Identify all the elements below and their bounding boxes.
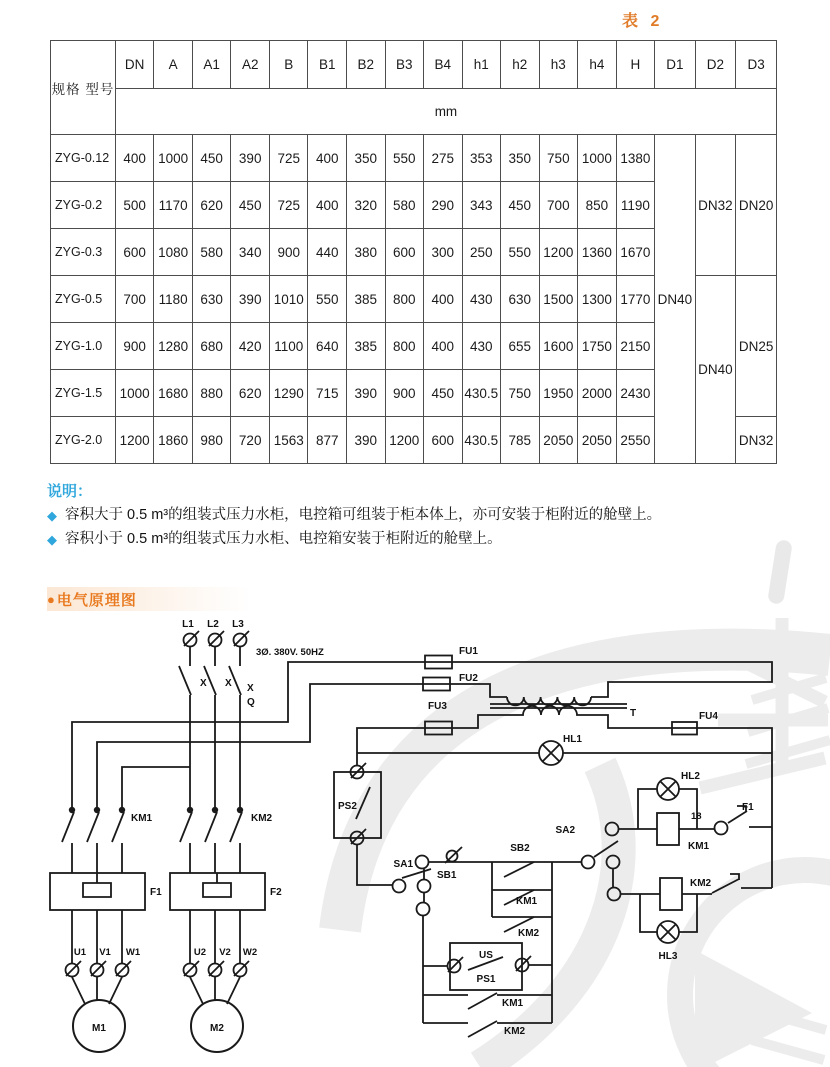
- table-cell: 1380: [616, 135, 655, 182]
- table-cell: 350: [501, 135, 540, 182]
- table-cell: 2550: [616, 417, 655, 464]
- table-cell: 620: [192, 182, 231, 229]
- table-cell: 900: [385, 370, 424, 417]
- table-cell: 2430: [616, 370, 655, 417]
- table-cell: 655: [501, 323, 540, 370]
- label-u2: U2: [193, 947, 207, 958]
- note-text: 容积大于 0.5 m³的组装式压力水柜，电控箱可组装于柜本体上，亦可安装于柜附近的舱壁上。: [65, 507, 662, 523]
- label-us: US: [479, 950, 493, 961]
- motor-m1: [66, 961, 132, 1052]
- electrical-schematic: [0, 600, 830, 1067]
- label-l2: L2: [207, 619, 219, 630]
- label-x2: X: [225, 678, 232, 689]
- table-cell: 1280: [154, 323, 193, 370]
- pipe-size-cell-d1: DN40: [655, 135, 696, 464]
- label-km2-ladder: KM2: [518, 928, 540, 939]
- model-cell: ZYG-0.5: [51, 276, 116, 323]
- table-cell: 600: [424, 417, 463, 464]
- label-f1: F1: [150, 887, 162, 898]
- label-m1: M1: [92, 1023, 106, 1034]
- table-cell: 715: [308, 370, 347, 417]
- diagram-heading-text: 电气原理图: [56, 591, 137, 609]
- table-cell: 1950: [539, 370, 578, 417]
- table-cell: 1000: [578, 135, 617, 182]
- table-cell: 1010: [269, 276, 308, 323]
- table-cell: 1500: [539, 276, 578, 323]
- table-cell: 390: [231, 276, 270, 323]
- table-cell: 880: [192, 370, 231, 417]
- table-cell: 390: [346, 370, 385, 417]
- label-sa1: SA1: [393, 859, 413, 870]
- row-header-label: 规格 型号: [51, 41, 116, 135]
- table-cell: 980: [192, 417, 231, 464]
- motor-m2: [184, 961, 250, 1052]
- spec-table: [50, 40, 777, 464]
- table-cell: 1200: [385, 417, 424, 464]
- diamond-bullet-icon: ◆: [47, 508, 57, 523]
- table-cell: 1300: [578, 276, 617, 323]
- table-cell: 1290: [269, 370, 308, 417]
- model-cell: ZYG-2.0: [51, 417, 116, 464]
- table-cell: 420: [231, 323, 270, 370]
- table-cell: 550: [501, 229, 540, 276]
- column-header: h3: [539, 41, 578, 89]
- model-cell: ZYG-1.0: [51, 323, 116, 370]
- label-transformer: T: [630, 708, 637, 719]
- table-cell: 440: [308, 229, 347, 276]
- label-x3: X: [247, 683, 254, 694]
- table-cell: 390: [346, 417, 385, 464]
- pipe-size-cell-d3: DN32: [736, 417, 777, 464]
- label-m2: M2: [210, 1023, 224, 1034]
- table-cell: 900: [269, 229, 308, 276]
- model-cell: ZYG-0.12: [51, 135, 116, 182]
- label-km2-coil: KM2: [690, 878, 712, 889]
- table-cell: 385: [346, 323, 385, 370]
- table-cell: 580: [192, 229, 231, 276]
- column-header: h4: [578, 41, 617, 89]
- label-fu3: FU3: [428, 701, 447, 712]
- column-header: B3: [385, 41, 424, 89]
- label-km1-main: KM1: [131, 813, 153, 824]
- table-cell: 600: [385, 229, 424, 276]
- table-cell: 630: [192, 276, 231, 323]
- column-header: D3: [736, 41, 777, 89]
- pipe-size-cell-d2: DN40: [695, 276, 736, 464]
- table-cell: 700: [539, 182, 578, 229]
- table-cell: 430: [462, 276, 501, 323]
- notes-section: [47, 480, 787, 553]
- table-cell: 1100: [269, 323, 308, 370]
- table-cell: 1600: [539, 323, 578, 370]
- table-cell: 500: [115, 182, 154, 229]
- table-cell: 2050: [578, 417, 617, 464]
- table-cell: 380: [346, 229, 385, 276]
- table-cell: 750: [539, 135, 578, 182]
- table-cell: 640: [308, 323, 347, 370]
- table-cell: 850: [578, 182, 617, 229]
- label-km2-seal: KM2: [504, 1026, 526, 1037]
- table-cell: 2000: [578, 370, 617, 417]
- table-cell: 2150: [616, 323, 655, 370]
- table-cell: 1770: [616, 276, 655, 323]
- table-cell: 1563: [269, 417, 308, 464]
- table-cell: 1180: [154, 276, 193, 323]
- unit-row: [51, 89, 777, 135]
- note-item: [47, 529, 787, 551]
- km2-main-contacts: [180, 807, 243, 873]
- diamond-bullet-icon: ◆: [47, 531, 57, 547]
- column-header: H: [616, 41, 655, 89]
- table-cell: 300: [424, 229, 463, 276]
- table-cell: 1680: [154, 370, 193, 417]
- label-hl1: HL1: [563, 734, 582, 745]
- label-u1: U1: [73, 947, 87, 958]
- label-hl2: HL2: [681, 771, 700, 782]
- table-cell: 1170: [154, 182, 193, 229]
- table-cell: 1750: [578, 323, 617, 370]
- table-cell: 400: [424, 323, 463, 370]
- table-cell: 340: [231, 229, 270, 276]
- column-header: A: [154, 41, 193, 89]
- power-input-terminals: [184, 631, 250, 666]
- table-cell: 725: [269, 182, 308, 229]
- table-cell: 290: [424, 182, 463, 229]
- table-cell: 1000: [115, 370, 154, 417]
- column-header: h2: [501, 41, 540, 89]
- table-cell: 1860: [154, 417, 193, 464]
- table-cell: 750: [501, 370, 540, 417]
- table-cell: 785: [501, 417, 540, 464]
- label-km1-ladder: KM1: [516, 896, 538, 907]
- table-cell: 720: [231, 417, 270, 464]
- notes-heading: 说明：: [47, 483, 93, 500]
- table-cell: 400: [115, 135, 154, 182]
- table-cell: 450: [501, 182, 540, 229]
- table-cell: 343: [462, 182, 501, 229]
- table-cell: 700: [115, 276, 154, 323]
- label-sb2: SB2: [510, 843, 530, 854]
- table-cell: 400: [308, 182, 347, 229]
- table-cell: 400: [308, 135, 347, 182]
- table-cell: 450: [192, 135, 231, 182]
- table-cell: 680: [192, 323, 231, 370]
- pipe-size-cell-d3: DN20: [736, 135, 777, 276]
- model-cell: ZYG-0.2: [51, 182, 116, 229]
- column-header: A1: [192, 41, 231, 89]
- label-power-spec: 3Ø. 380V. 50HZ: [256, 647, 324, 658]
- table-cell: 1000: [154, 135, 193, 182]
- table-cell: 2050: [539, 417, 578, 464]
- model-cell: ZYG-1.5: [51, 370, 116, 417]
- table-cell: 450: [231, 182, 270, 229]
- table-cell: 620: [231, 370, 270, 417]
- column-header: B4: [424, 41, 463, 89]
- column-header: B: [269, 41, 308, 89]
- column-header: B2: [346, 41, 385, 89]
- column-header: B1: [308, 41, 347, 89]
- label-v2: V2: [219, 947, 231, 958]
- table-cell: 550: [385, 135, 424, 182]
- label-w2: W2: [242, 947, 258, 958]
- label-sb1: SB1: [437, 870, 457, 881]
- label-fu4: FU4: [699, 711, 718, 722]
- label-hl3: HL3: [658, 951, 678, 962]
- label-ps2: PS2: [338, 801, 357, 812]
- table-cell: 550: [308, 276, 347, 323]
- table-cell: 450: [424, 370, 463, 417]
- label-ps1: PS1: [476, 974, 496, 985]
- label-km2-main: KM2: [251, 813, 273, 824]
- main-switch-q: [179, 666, 241, 810]
- table-cell: 1360: [578, 229, 617, 276]
- table-cell: 630: [501, 276, 540, 323]
- column-header: h1: [462, 41, 501, 89]
- label-l3: L3: [232, 619, 244, 630]
- table-cell: 320: [346, 182, 385, 229]
- circle-bullet-icon: ●: [47, 591, 55, 607]
- table-cell: 900: [115, 323, 154, 370]
- column-header: A2: [231, 41, 270, 89]
- model-cell: ZYG-0.3: [51, 229, 116, 276]
- label-v1: V1: [99, 947, 111, 958]
- label-f1-contact: F1: [742, 802, 754, 813]
- watermark-graphics: [340, 618, 830, 1067]
- table-cell: 400: [424, 276, 463, 323]
- table-cell: 430: [462, 323, 501, 370]
- table-cell: 580: [385, 182, 424, 229]
- table-row: [51, 135, 777, 182]
- table-cell: 1200: [539, 229, 578, 276]
- km1-main-contacts: [62, 807, 125, 873]
- table-cell: 800: [385, 323, 424, 370]
- pipe-size-cell-d3: DN25: [736, 276, 777, 417]
- note-text: 容积小于 0.5 m³的组装式压力水柜、电控箱安装于柜附近的舱壁上。: [65, 530, 502, 547]
- column-header: DN: [115, 41, 154, 89]
- table-cell: 430.5: [462, 417, 501, 464]
- table-cell: 1190: [616, 182, 655, 229]
- label-km1-seal: KM1: [502, 998, 524, 1009]
- table-cell: 350: [346, 135, 385, 182]
- table-cell: 385: [346, 276, 385, 323]
- table-cell: 600: [115, 229, 154, 276]
- note-item: [47, 505, 787, 527]
- table-cell: 1200: [115, 417, 154, 464]
- table-cell: 877: [308, 417, 347, 464]
- label-fu1: FU1: [459, 646, 478, 657]
- label-sa2: SA2: [555, 825, 575, 836]
- label-wire18: 18: [691, 811, 702, 822]
- label-x1: X: [200, 678, 207, 689]
- column-header: D2: [695, 41, 736, 89]
- table-cell: 250: [462, 229, 501, 276]
- table-caption: 表 2: [622, 13, 664, 30]
- column-header: D1: [655, 41, 696, 89]
- table-header-row: [51, 41, 777, 89]
- table-cell: 390: [231, 135, 270, 182]
- table-cell: 800: [385, 276, 424, 323]
- label-f2: F2: [270, 887, 282, 898]
- label-km1-coil: KM1: [688, 841, 710, 852]
- pipe-size-cell-d2: DN32: [695, 135, 736, 276]
- table-cell: 275: [424, 135, 463, 182]
- table-cell: 430.5: [462, 370, 501, 417]
- label-w1: W1: [125, 947, 141, 958]
- table-cell: 353: [462, 135, 501, 182]
- label-fu2: FU2: [459, 673, 478, 684]
- label-q: Q: [247, 697, 255, 708]
- unit-cell: mm: [115, 89, 776, 135]
- label-l1: L1: [182, 619, 194, 630]
- table-cell: 1080: [154, 229, 193, 276]
- table-cell: 1670: [616, 229, 655, 276]
- table-cell: 725: [269, 135, 308, 182]
